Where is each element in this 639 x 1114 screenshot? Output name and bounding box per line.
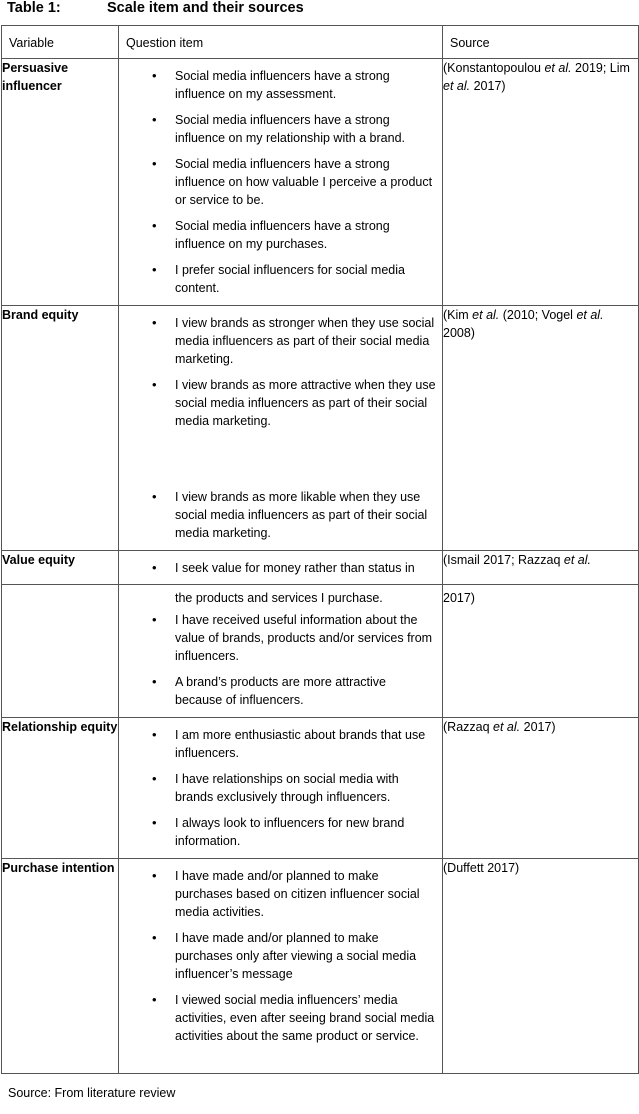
source-cell-continuation: 2017): [443, 585, 639, 718]
source-cell: (Kim et al. (2010; Vogel et al. 2008): [443, 306, 639, 551]
question-item: • I view brands as more attractive when they use social media influencers as part of their social media marketing.: [119, 376, 436, 430]
question-cell: [119, 859, 443, 1074]
question-item: • I prefer social influencers for social media content.: [119, 261, 436, 297]
question-item: • I view brands as more likable when they use social media influencers as part of their social media marketing.: [119, 488, 436, 542]
question-item: • I have received useful information about the value of brands, products and/or services from influencers.: [119, 611, 436, 665]
header-question: Question item: [119, 26, 443, 59]
variable-cell: Brand equity: [2, 306, 119, 551]
table-row: [2, 859, 639, 1074]
question-cell: [119, 551, 443, 585]
variable-cell: Relationship equity: [2, 718, 119, 859]
header-source: Source: [443, 26, 639, 59]
question-cell: [119, 585, 443, 718]
question-item: • Social media influencers have a strong influence on my assessment.: [119, 67, 436, 103]
variable-cell: Persuasive influencer: [2, 59, 119, 306]
question-item: • Social media influencers have a strong influence on how valuable I perceive a product or service to be.: [119, 155, 436, 209]
question-item: • I viewed social media influencers’ media activities, even after seeing brand social media activities about the same product or service.: [119, 991, 436, 1045]
question-cell: [119, 306, 443, 551]
variable-cell: [2, 585, 119, 718]
table-row: [2, 585, 639, 718]
question-item: • I have relationships on social media with brands exclusively through influencers.: [119, 770, 436, 806]
question-item: • I have made and/or planned to make purchases only after viewing a social media influencer’s message: [119, 929, 436, 983]
source-cell: (Duffett 2017): [443, 859, 639, 1074]
question-cell: [119, 59, 443, 306]
question-item: • I have made and/or planned to make purchases based on citizen influencer social media activities.: [119, 867, 436, 921]
question-item: • Social media influencers have a strong influence on my relationship with a brand.: [119, 111, 436, 147]
table-row: [2, 59, 639, 306]
question-item: • A brand’s products are more attractive because of influencers.: [119, 673, 436, 709]
question-item: • I always look to influencers for new brand information.: [119, 814, 436, 850]
table-row: [2, 718, 639, 859]
question-item: • Social media influencers have a strong influence on my purchases.: [119, 217, 436, 253]
table-title: [7, 0, 304, 18]
scale-items-table: [1, 25, 639, 1074]
question-item: • I am more enthusiastic about brands that use influencers.: [119, 726, 436, 762]
question-item: • I seek value for money rather than status in: [119, 559, 436, 577]
source-cell: (Razzaq et al. 2017): [443, 718, 639, 859]
header-row: [2, 26, 639, 59]
variable-cell: Purchase intention: [2, 859, 119, 1074]
table-number: Table 1:: [7, 0, 61, 16]
table-footnote: Source: From literature review: [8, 1086, 176, 1100]
variable-cell: Value equity: [2, 551, 119, 585]
table-row: [2, 306, 639, 551]
header-variable: Variable: [2, 26, 119, 59]
question-cell: [119, 718, 443, 859]
source-cell: (Ismail 2017; Razzaq et al.: [443, 551, 639, 585]
table-caption: Scale item and their sources: [107, 0, 304, 16]
question-item-continuation: the products and services I purchase.: [175, 591, 383, 605]
table-row: [2, 551, 639, 585]
question-item: • I view brands as stronger when they use social media influencers as part of their social media marketing.: [119, 314, 436, 368]
source-cell: (Konstantopoulou et al. 2019; Lim et al. 2017): [443, 59, 639, 306]
